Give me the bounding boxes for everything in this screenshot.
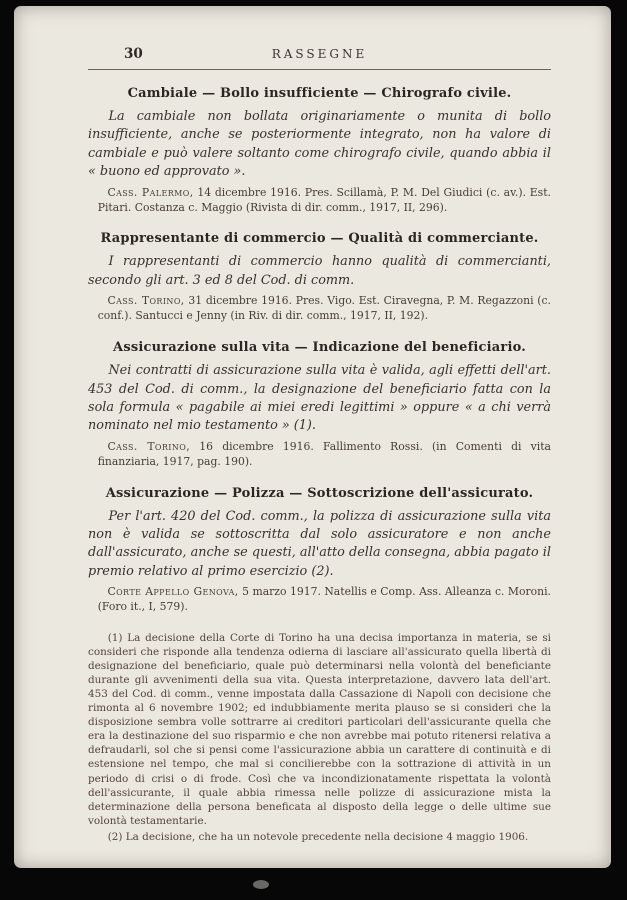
- case-title: Rappresentante di commercio — Qualità di commerciante.: [100, 231, 539, 247]
- case-citation: [88, 440, 551, 470]
- citation-detail: 31 dicembre 1916. Pres. Vigo. Est. Ciravegna, P. M. Regazzoni (c. conf.). Santucci e Jenny (in Riv. di dir. comm., 1917, II, 192).: [97, 294, 551, 323]
- scan-smudge: [253, 880, 269, 889]
- citation-court: Corte Appello Genova,: [107, 585, 239, 599]
- case-title: Assicurazione sulla vita — Indicazione del beneficiario.: [113, 340, 526, 356]
- journal-running-title: RASSEGNE: [271, 47, 368, 61]
- citation-detail: 14 dicembre 1916. Pres. Scillamà, P. M. Del Giudici (c. av.). Est. Pitari. Costanza c. Maggio (Rivista di dir. comm., 1917, II, 296).: [97, 185, 551, 214]
- journal-page: [14, 6, 611, 868]
- page-content: [88, 86, 551, 844]
- case-title: Cambiale — Bollo insufficiente — Chirografo civile.: [127, 86, 512, 101]
- header-rule: [88, 69, 551, 70]
- page-header: [88, 46, 551, 64]
- case-section-assicurazione-vita: [88, 340, 551, 469]
- case-summary: I rappresentanti di commercio hanno qualità di commercianti, secondo gli art. 3 ed 8 del Cod. di comm.: [88, 254, 551, 288]
- citation-court: Cass. Palermo,: [107, 185, 194, 199]
- case-section-cambiale: [88, 86, 551, 215]
- case-section-assicurazione-polizza: [88, 486, 551, 615]
- citation-court: Cass. Torino,: [107, 294, 185, 308]
- footnote-2: (2) La decisione, che ha un notevole precedente nella decisione 4 maggio 1906.: [107, 830, 529, 843]
- page-inner: [88, 46, 551, 848]
- case-title: Assicurazione — Polizza — Sottoscrizione dell'assicurato.: [105, 485, 534, 501]
- case-summary: Nei contratti di assicurazione sulla vita è valida, agli effetti dell'art. 453 del Cod. di comm., la designazione del beneficiario fatta con la sola formula « pagabile ai miei eredi legittimi » oppure « a chi verrà nominato nel mio testamento » (1).: [88, 363, 551, 434]
- citation-court: Cass. Torino,: [107, 439, 191, 453]
- case-summary: Per l'art. 420 del Cod. comm., la polizza di assicurazione sulla vita non è valida se sottoscritta dal solo assicuratore e non anche dall'assicurato, anche se questi, all'atto della consegna, abbia pagato il premio relativo al primo esercizio (2).: [88, 508, 551, 579]
- citation-detail: 16 dicembre 1916. Fallimento Rossi. (in Comenti di vita finanziaria, 1917, pag. 190).: [97, 439, 551, 468]
- case-citation: [88, 186, 551, 216]
- footnote-1: (1) La decisione della Corte di Torino ha una decisa importanza in materia, se si consideri che risponde alla tendenza odierna di lasciare all'assicurato quella libertà di designazione del beneficiario, quale può determinarsi nella volontà del beneficiante durante gli avvenimenti della sua vita. Questa interpretazione, davvero lata dell'art. 453 del Cod. di comm., venne impostata dalla Cassazione di Napoli con decisione che rimonta al 6 novembre 1902; ed indubbiamente merita plauso se si consideri che la disposizione sembra volle sottrarre ai creditori particolari dell'assicurante quella che era la destinazione del suo risparmio e che non avrebbe mai potuto ritenersi relativa a defraudarli, sol che si pensi come l'assicurazione abbia un carattere di continuità e di estensione nel tempo, che mal si concilierebbe con la sottrazione di attività in un periodo di crisi o di frode. Così che va incondizionatamente rispettata la volontà dell'assicurante, il quale abbia rimessa nelle polizze di assicurazione mista la determinazione della persona beneficata al disposto della legge o delle ultime sue volontà testamentarie.: [88, 632, 551, 827]
- case-citation: [88, 585, 551, 615]
- case-citation: [88, 294, 551, 324]
- page-number: 30: [124, 46, 143, 62]
- footnotes-block: [88, 631, 551, 844]
- citation-detail: 5 marzo 1917. Natellis e Comp. Ass. Alleanza c. Moroni. (Foro it., I, 579).: [97, 585, 551, 614]
- case-summary: La cambiale non bollata originariamente o munita di bollo insufficiente, anche se posteriormente integrato, non ha valore di cambiale e può valere soltanto come chirografo civile, quando abbia il « buono ed approvato ».: [88, 109, 551, 180]
- case-section-rappresentante: [88, 231, 551, 324]
